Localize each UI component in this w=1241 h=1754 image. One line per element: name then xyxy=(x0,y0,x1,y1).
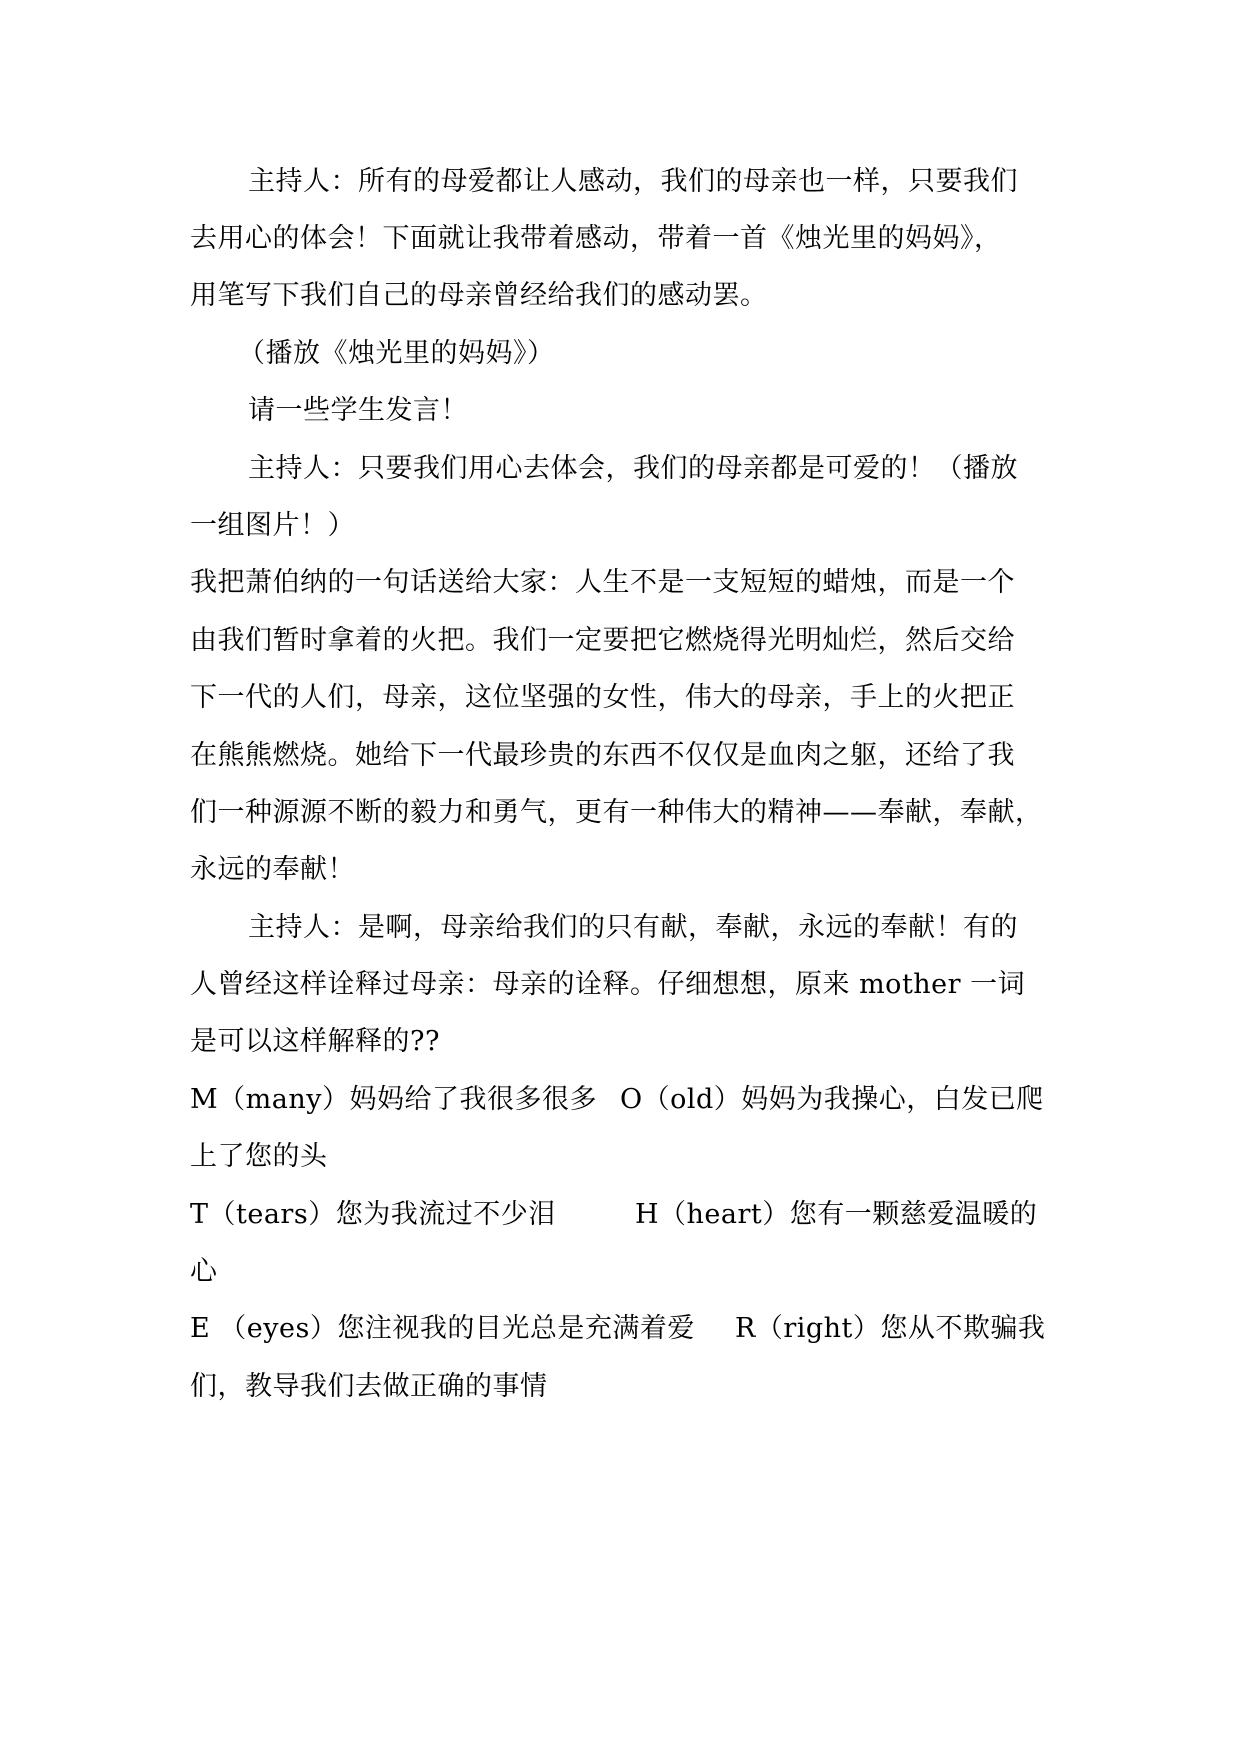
mother-letter-h: H（heart）您有一颗慈爱温暖的 xyxy=(635,1199,1038,1230)
paragraph-line: 主持人：是啊，母亲给我们的只有献，奉献，永远的奉献！有的 xyxy=(248,912,1018,943)
paragraph-line: 去用心的体会！下面就让我带着感动，带着一首《烛光里的妈妈》， xyxy=(190,223,1002,254)
paragraph-line: 用笔写下我们自己的母亲曾经给我们的感动罢。 xyxy=(190,280,768,311)
paragraph-line: 们，教导我们去做正确的事情 xyxy=(190,1371,548,1402)
mother-letter-m: M（many）妈妈给了我很多很多 xyxy=(190,1084,597,1115)
paragraph-line: 由我们暂时拿着的火把。我们一定要把它燃烧得光明灿烂，然后交给 xyxy=(190,625,1015,656)
mother-letter-o: O（old）妈妈为我操心，白发已爬 xyxy=(620,1084,1044,1115)
paragraph-line: 心 xyxy=(190,1256,218,1287)
paragraph-line: 一组图片！） xyxy=(190,510,355,541)
paragraph-line: 主持人：只要我们用心去体会，我们的母亲都是可爱的！（播放 xyxy=(248,453,1018,484)
mother-letter-e: E （eyes）您注视我的目光总是充满着爱 xyxy=(190,1313,695,1344)
paragraph-line: 们一种源源不断的毅力和勇气，更有一种伟大的精神——奉献，奉献， xyxy=(190,797,1043,828)
paragraph-line: （播放《烛光里的妈妈》） xyxy=(238,338,555,369)
paragraph-line: 在熊熊燃烧。她给下一代最珍贵的东西不仅仅是血肉之躯，还给了我 xyxy=(190,740,1015,771)
paragraph-line: 是可以这样解释的?? xyxy=(190,1026,440,1057)
paragraph-line: 永远的奉献！ xyxy=(190,854,355,885)
paragraph-line: 请一些学生发言！ xyxy=(248,395,468,426)
paragraph-line: 人曾经这样诠释过母亲：母亲的诠释。仔细想想，原来 mother 一词 xyxy=(190,969,1026,1000)
paragraph-line: 下一代的人们，母亲，这位坚强的女性，伟大的母亲，手上的火把正 xyxy=(190,682,1015,713)
paragraph-line: 我把萧伯纳的一句话送给大家：人生不是一支短短的蜡烛，而是一个 xyxy=(190,567,1015,598)
paragraph-line: 主持人：所有的母爱都让人感动，我们的母亲也一样，只要我们 xyxy=(248,166,1018,197)
mother-letter-r: R（right）您从不欺骗我 xyxy=(735,1313,1046,1344)
mother-letter-t: T（tears）您为我流过不少泪 xyxy=(190,1199,556,1230)
paragraph-line: 上了您的头 xyxy=(190,1141,328,1172)
